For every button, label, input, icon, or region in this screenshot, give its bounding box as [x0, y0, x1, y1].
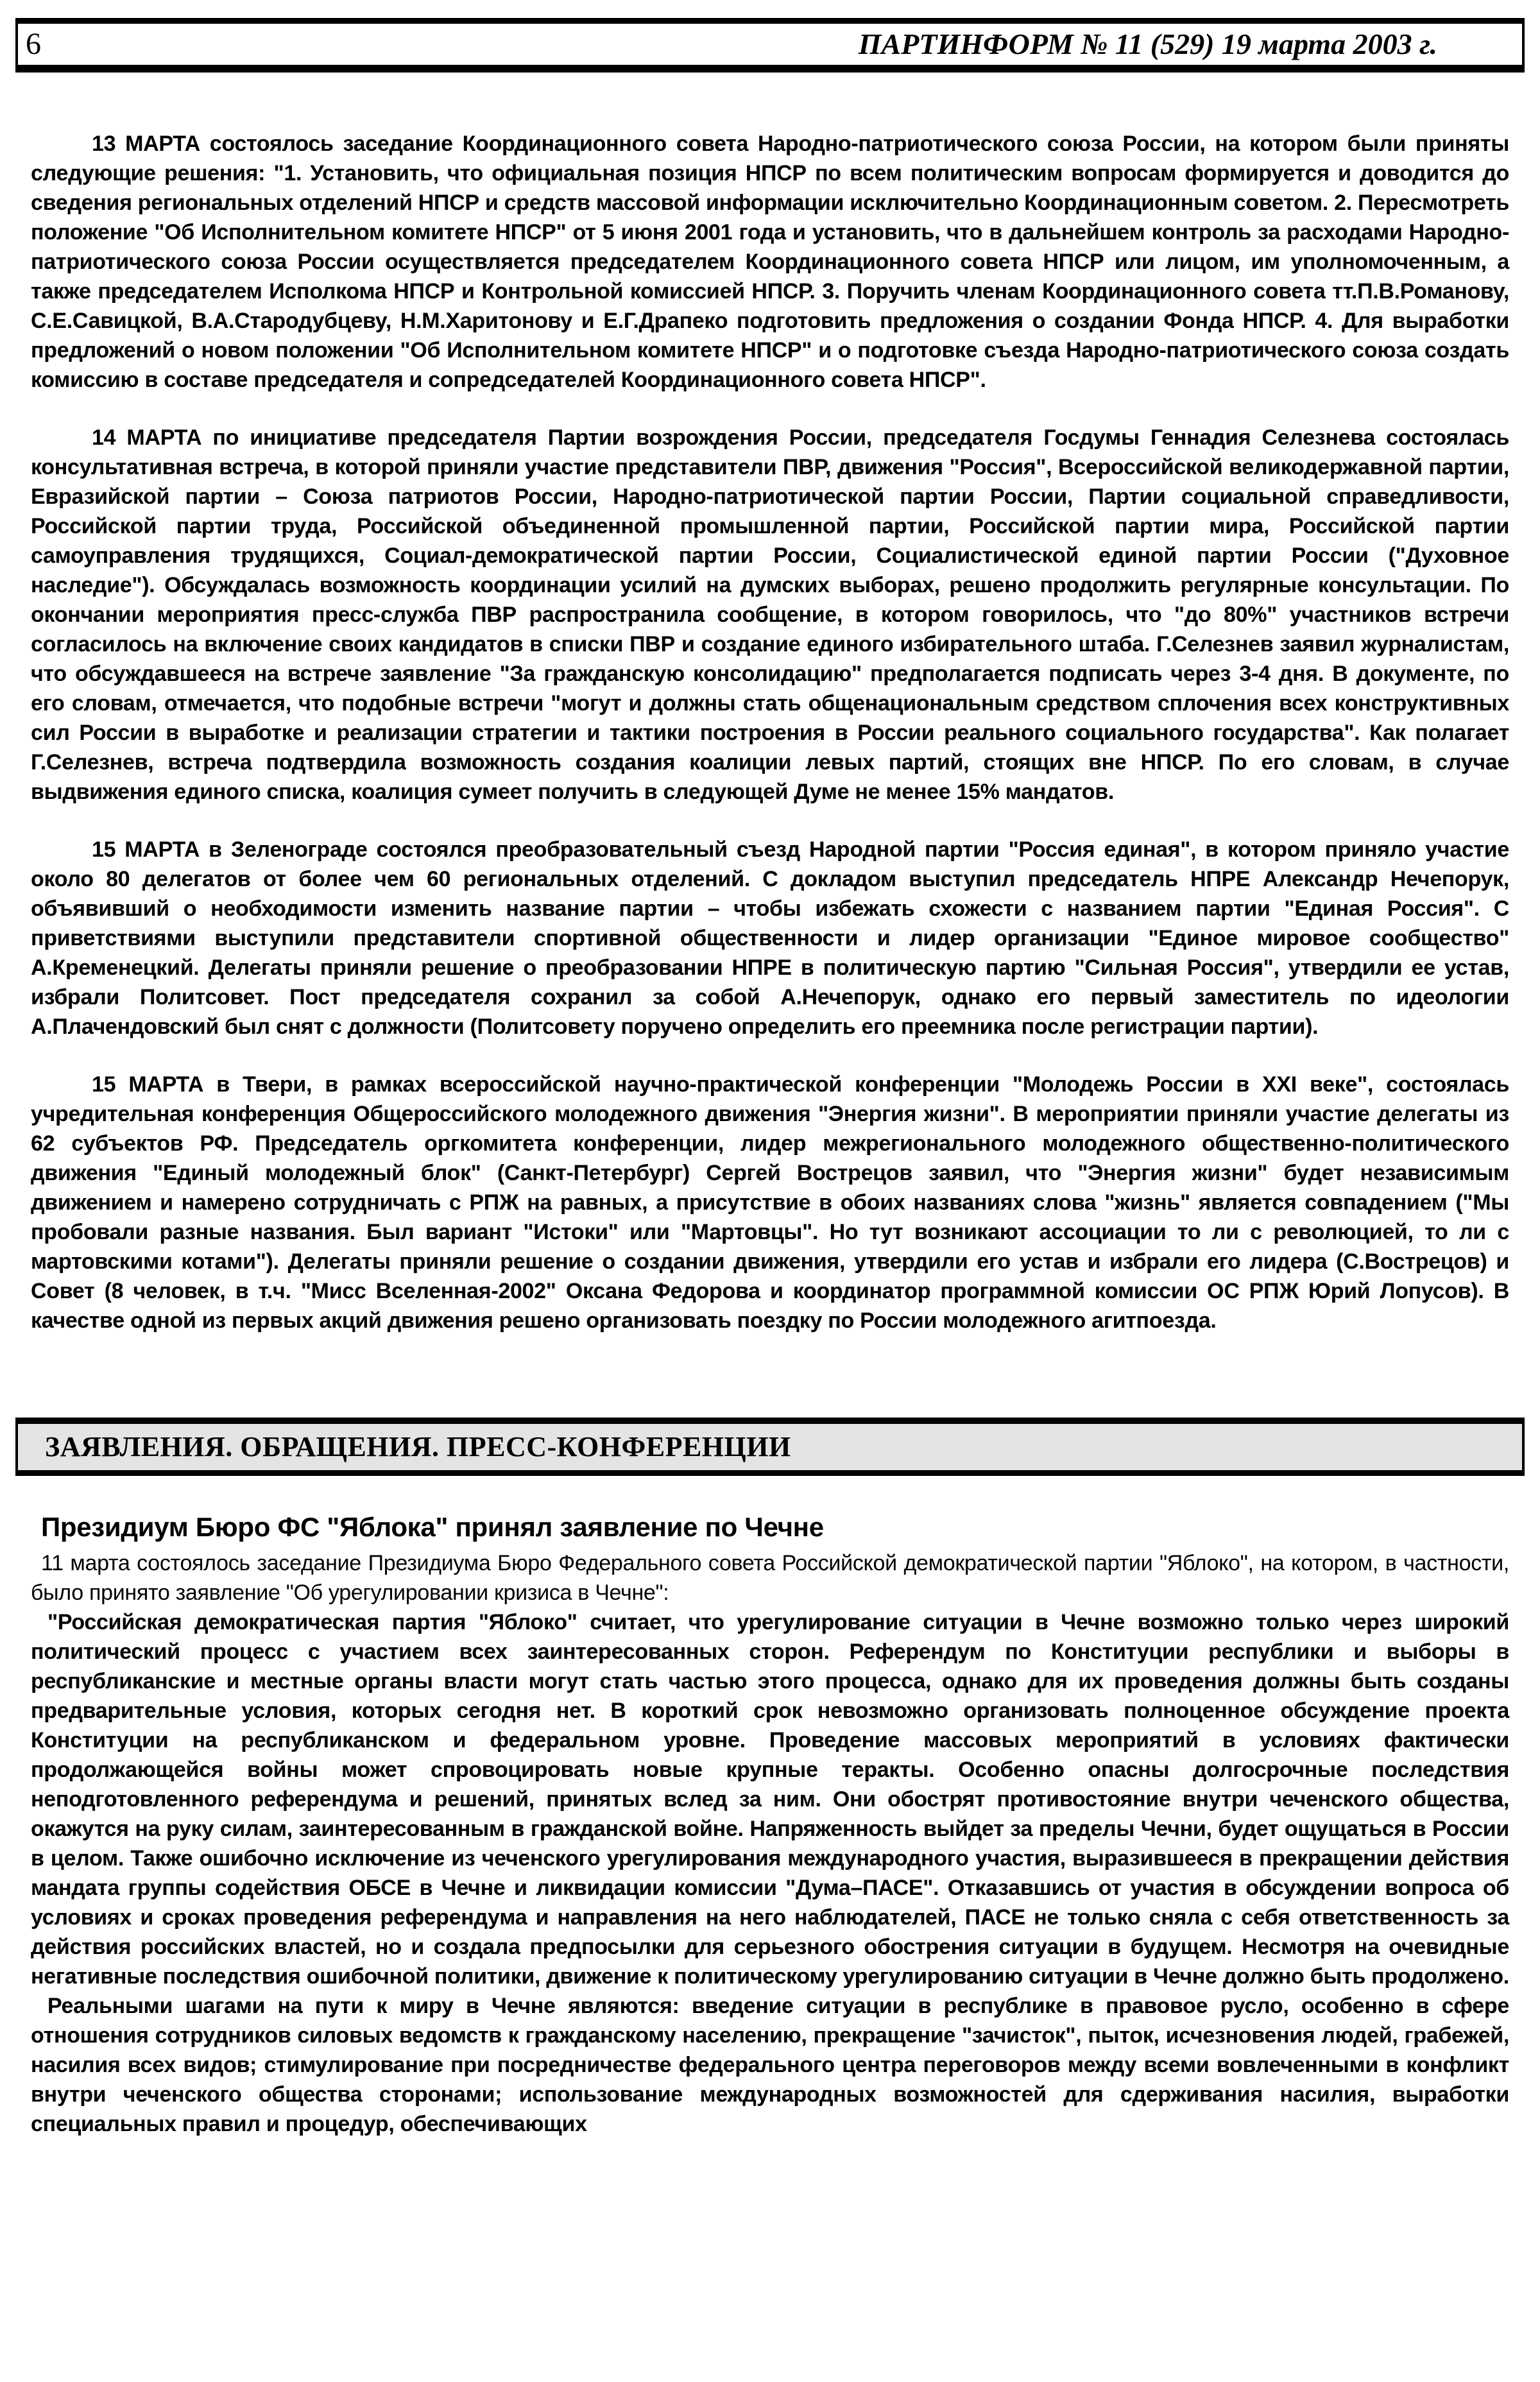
news-paragraph-15-marta-tver: 15 МАРТА в Твери, в рамках всероссийской научно-практической конференции "Молодежь России в XXI веке", состоялась учредительная конференция Общероссийского молодежного движения "Энергия жизни". В мероприятии приняли участие делегаты из 62 субъектов РФ. Председатель оргкомитета конференции, лидер межрегионального молодежного общественно-политического движения "Единый молодежный блок" (Санкт-Петербург) Сергей Вострецов заявил, что "Энергия жизни" будет независимым движением и намерено сотрудничать с РПЖ на равных, а присутствие в обоих названиях слова "жизнь" является совпадением ("Мы пробовали разные названия. Был вариант "Истоки" или "Мартовцы". Но тут возникают ассоциации то ли с революцией, то ли с мартовскими котами"). Делегаты приняли решение о создании движения, утвердили его устав и избрали его лидера (С.Вострецов) и Совет (8 человек, в т.ч. "Мисс Вселенная-2002" Оксана Федорова и координатор программной комиссии ОС РПЖ Юрий Лопусов). В качестве одной из первых акций движения решено организовать поездку по России молодежного агитпоезда.: [31, 1072, 1509, 1333]
article-title: Президиум Бюро ФС "Яблока" принял заявление по Чечне: [41, 1512, 824, 1543]
news-paragraph-13-marta: 13 МАРТА состоялось заседание Координационного совета Народно-патриотического союза России, на котором были приняты следующие решения: "1. Установить, что официальная позиция НПСР по всем политическим вопросам формируется и доводится до сведения региональных отделений НПСР и средств массовой информации исключительно Координационным советом. 2. Пересмотреть положение "Об Исполнительном комитете НПСР" от 5 июня 2001 года и установить, что в дальнейшем контроль за расходами Народно-патриотического союза России осуществляется председателем Координационного совета НПСР или лицом, им уполномоченным, а также председателем Исполкома НПСР и Контрольной комиссией НПСР. 3. Поручить членам Координационного совета тт.П.В.Романову, С.Е.Савицкой, В.А.Стародубцеву, Н.М.Харитонову и Е.Г.Драпеко подготовить предложения о создании Фонда НПСР. 4. Для выработки предложений о новом положении "Об Исполнительном комитете НПСР" и о подготовке съезда Народно-патриотического союза создать комиссию в составе председателя и сопредседателей Координационного совета НПСР".: [31, 132, 1509, 392]
section-bar: [15, 1418, 1525, 1476]
page-header: [15, 18, 1525, 73]
news-section: [0, 129, 1540, 1335]
section-bar-title: ЗАЯВЛЕНИЯ. ОБРАЩЕНИЯ. ПРЕСС-КОНФЕРЕНЦИИ: [45, 1431, 791, 1462]
page-number: 6: [26, 27, 41, 61]
header-title: ПАРТИНФОРМ № 11 (529) 19 марта 2003 г.: [858, 28, 1437, 60]
article-real-steps-paragraph: Реальными шагами на пути к миру в Чечне являются: введение ситуации в республике в правовое русло, особенно в сфере отношения сотрудников силовых ведомств к гражданскому населению, прекращение "зачисток", пыток, исчезновения людей, грабежей, насилия всех видов; стимулирование при посредничестве федерального центра переговоров между всеми вовлеченными в конфликт внутри чеченского общества сторонами; использование международных возможностей для сдерживания насилия, выработки специальных правил и процедур, обеспечивающих: [31, 1993, 1509, 2136]
newsletter-page: [0, 18, 1540, 2382]
news-paragraph-14-marta: 14 МАРТА по инициативе председателя Партии возрождения России, председателя Госдумы Геннадия Селезнева состоялась консультативная встреча, в которой приняли участие представители ПВР, движения "Россия", Всероссийской великодержавной партии, Евразийской партии – Союза патриотов России, Народно-патриотической партии России, Партии социальной справедливости, Российской партии труда, Российской объединенной промышленной партии, Российской партии мира, Российской партии самоуправления трудящихся, Социал-демократической партии России, Социалистической единой партии России ("Духовное наследие"). Обсуждалась возможность координации усилий на думских выборах, решено продолжить регулярные консультации. По окончании мероприятия пресс-служба ПВР распространила сообщение, в котором говорилось, что "до 80%" участников встречи согласилось на включение своих кандидатов в списки ПВР и создание единого избирательного штаба. Г.Селезнев заявил журналистам, что обсуждавшееся на встрече заявление "За гражданскую консолидацию" предполагается подписать через 3-4 дня. В документе, по его словам, отмечается, что подобные встречи "могут и должны стать общенациональным средством сплочения всех конструктивных сил России в выработке и реализации стратегии и тактики построения в России реального социального государства". Как полагает Г.Селезнев, встреча подтвердила возможность создания коалиции левых партий, стоящих вне НПСР. По его словам, в случае выдвижения единого списка, коалиция сумеет получить в следующей Думе не менее 15% мандатов.: [31, 425, 1509, 804]
article-lead-paragraph: 11 марта состоялось заседание Президиума Бюро Федерального совета Российской демократической партии "Яблоко", на котором, в частности, было принято заявление "Об урегулировании кризиса в Чечне":: [31, 1550, 1509, 1605]
article-yabloko-statement: [0, 1512, 1540, 2138]
news-paragraph-15-marta-zelenograd: 15 МАРТА в Зеленограде состоялся преобразовательный съезд Народной партии "Россия единая", в котором приняло участие около 80 делегатов от более чем 60 региональных отделений. С докладом выступил председатель НПРЕ Александр Нечепорук, объявивший о необходимости изменить название партии – чтобы избежать схожести с названием партии "Единая Россия". С приветствиями выступили представители спортивной общественности и лидер организации "Единое мировое сообщество" А.Кременецкий. Делегаты приняли решение о преобразовании НПРЕ в политическую партию "Сильная Россия", утвердили ее устав, избрали Политсовет. Пост председателя сохранил за собой А.Нечепорук, однако его первый заместитель по идеологии А.Плачендовский был снят с должности (Политсовету поручено определить его преемника после регистрации партии).: [31, 837, 1509, 1039]
article-statement-paragraph: "Российская демократическая партия "Яблоко" считает, что урегулирование ситуации в Чечне возможно только через широкий политический процесс с участием всех заинтересованных сторон. Референдум по Конституции республики и выборы в республиканские и местные органы власти могут стать частью этого процесса, однако для их проведения должны быть созданы предварительные условия, которых сегодня нет. В короткий срок невозможно организовать полноценное обсуждение проекта Конституции на республиканском и федеральном уровне. Проведение массовых мероприятий в условиях фактически продолжающейся войны может спровоцировать новые крупные теракты. Особенно опасны долгосрочные последствия неподготовленного референдума и решений, принятых вслед за ним. Они обострят противостояние внутри чеченского общества, окажутся на руку силам, заинтересованным в гражданской войне. Напряженность выйдет за пределы Чечни, будет ощущаться в России в целом. Также ошибочно исключение из чеченского урегулирования международного участия, выразившееся в прекращении действия мандата группы содействия ОБСЕ в Чечне и ликвидации комиссии "Дума–ПАСЕ". Отказавшись от участия в обсуждении вопроса об условиях и сроках проведения референдума и направления на него наблюдателей, ПАСЕ не только сняла с себя ответственность за действия российских властей, но и создала предпосылки для серьезного обострения ситуации в будущем. Несмотря на очевидные негативные последствия ошибочной политики, движение к политическому урегулированию ситуации в Чечне должно быть продолжено.: [31, 1609, 1509, 1989]
